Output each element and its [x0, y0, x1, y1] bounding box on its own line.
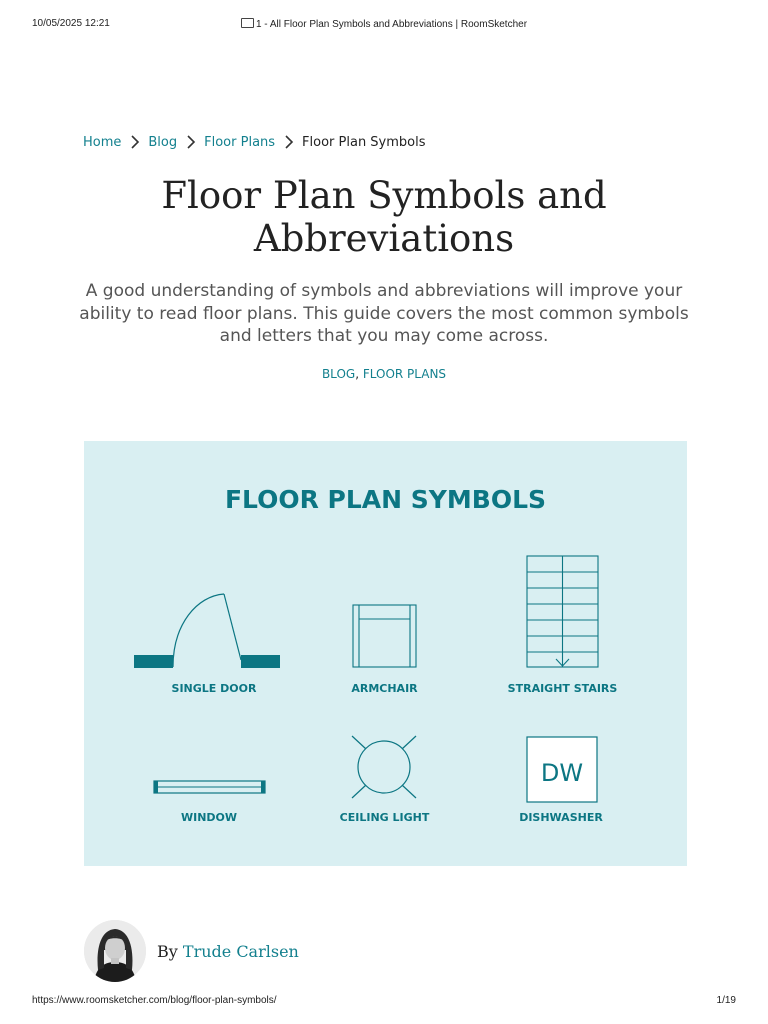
armchair-symbol — [353, 605, 416, 667]
byline-prefix: By — [157, 941, 178, 961]
author-avatar[interactable] — [84, 920, 146, 982]
comment-icon — [241, 18, 254, 28]
chevron-right-icon — [281, 134, 297, 150]
category-blog[interactable]: BLOG — [321, 367, 356, 381]
category-floor-plans[interactable]: FLOOR PLANS — [362, 367, 447, 381]
lead-paragraph: A good understanding of symbols and abbreviations will improve your ability to read floor plans. This guide covers the most common symbols and letters that you may come across. — [79, 281, 689, 346]
straight-stairs-symbol — [527, 556, 598, 667]
armchair-label: ARMCHAIR — [351, 682, 418, 695]
print-url: https://www.roomsketcher.com/blog/floor-plan-symbols/ — [32, 995, 277, 1006]
floor-plan-symbols-figure — [84, 441, 687, 866]
chevron-right-icon — [127, 134, 143, 150]
window-label: WINDOW — [180, 811, 238, 824]
print-doc-title: 1 - All Floor Plan Symbols and Abbreviations | RoomSketcher — [255, 19, 528, 30]
figure-canvas — [84, 441, 687, 866]
print-page-number: 1/19 — [716, 995, 736, 1006]
breadcrumb-blog[interactable]: Blog — [148, 134, 178, 150]
dishwasher-label: DISHWASHER — [519, 811, 603, 824]
author-block — [84, 920, 299, 982]
category-links — [0, 367, 768, 381]
print-doc-title-wrap — [0, 18, 768, 30]
breadcrumb-floor-plans[interactable]: Floor Plans — [204, 134, 276, 150]
print-datetime: 10/05/2025 12:21 — [32, 18, 110, 29]
single-door-symbol — [134, 594, 280, 668]
category-separator: , — [355, 367, 360, 381]
single-door-label: SINGLE DOOR — [171, 682, 257, 695]
author-name-link[interactable]: Trude Carlsen — [182, 941, 299, 961]
figure-heading: FLOOR PLAN SYMBOLS — [224, 485, 547, 514]
window-symbol — [154, 781, 265, 793]
breadcrumb-current: Floor Plan Symbols — [302, 134, 426, 150]
breadcrumb-home[interactable]: Home — [83, 134, 122, 150]
straight-stairs-label: STRAIGHT STAIRS — [507, 682, 618, 695]
page-title: Floor Plan Symbols and Abbreviations — [161, 174, 607, 260]
breadcrumb — [83, 134, 426, 150]
author-byline — [157, 942, 299, 961]
author-photo-icon — [84, 920, 146, 982]
dishwasher-abbr: DW — [540, 759, 584, 787]
ceiling-light-symbol — [352, 736, 416, 798]
ceiling-light-label: CEILING LIGHT — [339, 811, 430, 824]
chevron-right-icon — [183, 134, 199, 150]
